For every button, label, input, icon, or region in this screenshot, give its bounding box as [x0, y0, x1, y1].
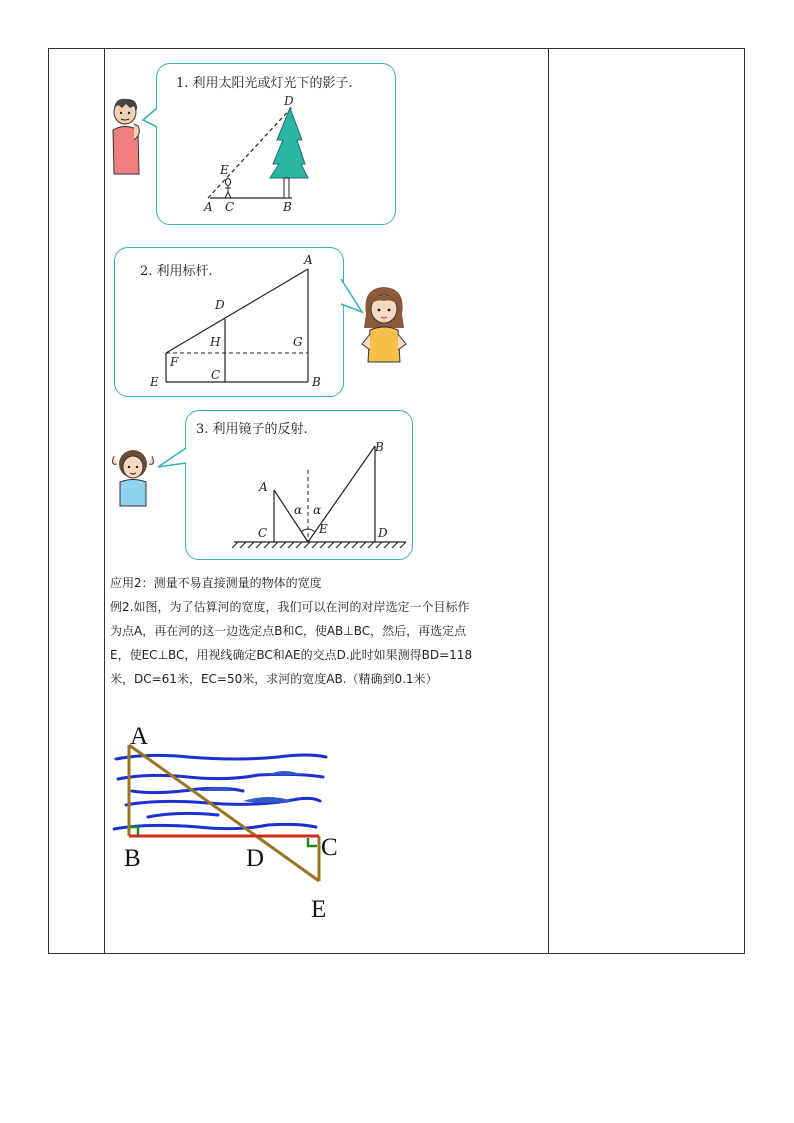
problem-text [110, 571, 540, 691]
label-B: B [375, 440, 384, 454]
label-B: B [124, 845, 141, 872]
method-1-title: 1. 利用太阳光或灯光下的影子. [176, 76, 353, 91]
label-D: D [246, 845, 265, 872]
label-B: B [312, 375, 321, 389]
label-alpha-left: α [294, 503, 303, 517]
problem-line: 米，DC=61米，EC=50米，求河的宽度AB.（精确到0.1米） [110, 672, 438, 686]
label-D: D [284, 94, 294, 108]
label-E: E [220, 163, 229, 177]
problem-line: 例2.如图，为了估算河的宽度，我们可以在河的对岸选定一个目标作 [110, 600, 470, 614]
label-A: A [259, 480, 268, 494]
label-C: C [258, 526, 268, 540]
girl-illustration [358, 284, 410, 366]
table-column-divider [548, 48, 549, 954]
bubble-tail-3 [155, 445, 189, 475]
method-2-title: 2. 利用标杆. [140, 264, 213, 279]
label-C: C [225, 200, 235, 214]
method-3-title: 3. 利用镜子的反射. [196, 422, 308, 437]
label-E: E [311, 896, 327, 923]
label-C: C [211, 368, 221, 382]
label-E: E [150, 375, 159, 389]
problem-line: 为点A，再在河的这一边选定点B和C，使AB⊥BC，然后，再选定点 [110, 624, 467, 638]
label-H: H [210, 335, 221, 349]
section-heading: 应用2：测量不易直接测量的物体的宽度 [110, 576, 322, 590]
problem-line: E，使EC⊥BC，用视线确定BC和AE的交点D.此时如果测得BD=118 [110, 648, 473, 662]
label-E: E [319, 522, 328, 536]
shadow-diagram [150, 60, 410, 230]
label-G: G [293, 335, 303, 349]
label-A: A [130, 723, 149, 750]
child-illustration [108, 446, 158, 512]
label-C: C [321, 834, 338, 861]
table-column-divider [104, 48, 105, 954]
river-figure [108, 735, 348, 885]
label-D: D [378, 526, 388, 540]
label-F: F [170, 355, 179, 369]
label-A: A [204, 200, 213, 214]
label-B: B [283, 200, 292, 214]
label-A: A [304, 253, 313, 267]
label-D: D [215, 298, 225, 312]
label-alpha-right: α [313, 503, 322, 517]
